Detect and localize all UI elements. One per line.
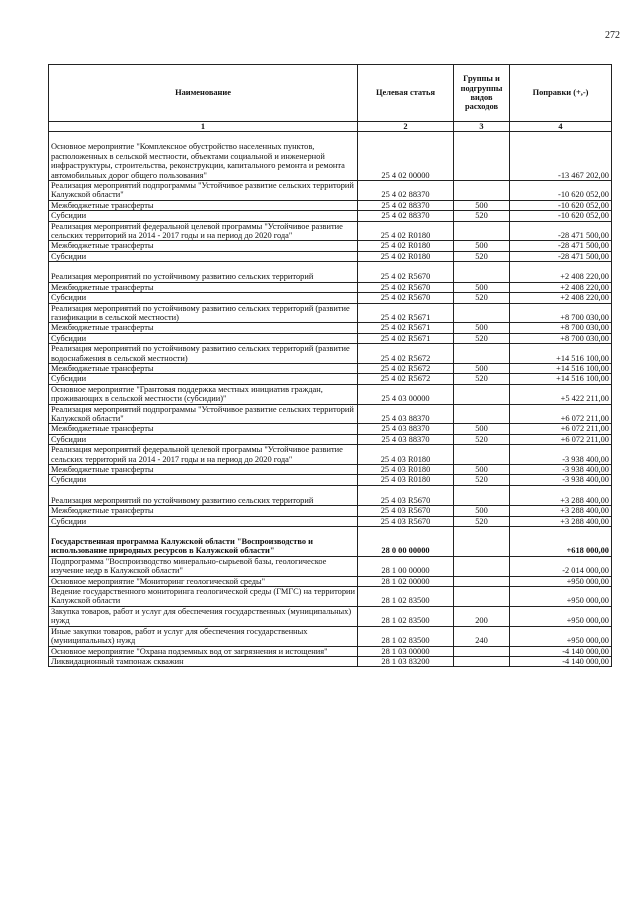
table-row	[49, 132, 612, 181]
row-name: Реализация мероприятий федеральной целевой программы "Устойчивое развитие сельских территорий на 2014 - 2017 годы и на период до 2020 года"	[49, 221, 358, 241]
table-row	[49, 262, 612, 282]
row-amendment-amount: -10 620 052,00	[510, 181, 612, 201]
row-target-code: 25 4 02 R5672	[358, 363, 454, 373]
row-expense-group	[454, 576, 510, 586]
row-amendment-amount: -3 938 400,00	[510, 465, 612, 475]
row-target-code: 25 4 03 R0180	[358, 445, 454, 465]
row-name: Реализация мероприятий по устойчивому развитию сельских территорий	[49, 262, 358, 282]
table-body	[49, 132, 612, 667]
table-row	[49, 333, 612, 343]
row-amendment-amount: +2 408 220,00	[510, 282, 612, 292]
header-amendments: Поправки (+,-)	[510, 65, 612, 122]
row-amendment-amount: +14 516 100,00	[510, 363, 612, 373]
table-row	[49, 475, 612, 485]
row-expense-group	[454, 262, 510, 282]
row-expense-group	[454, 404, 510, 424]
row-expense-group: 200	[454, 606, 510, 626]
row-name: Межбюджетные трансферты	[49, 465, 358, 475]
row-expense-group	[454, 485, 510, 505]
column-number: 1	[49, 122, 358, 132]
table-row	[49, 606, 612, 626]
row-amendment-amount: +6 072 211,00	[510, 434, 612, 444]
row-amendment-amount: +5 422 211,00	[510, 384, 612, 404]
row-target-code: 25 4 03 R0180	[358, 475, 454, 485]
table-row	[49, 506, 612, 516]
row-amendment-amount: +8 700 030,00	[510, 303, 612, 323]
row-expense-group	[454, 527, 510, 557]
row-expense-group: 520	[454, 251, 510, 261]
table-row	[49, 404, 612, 424]
row-amendment-amount: -10 620 052,00	[510, 200, 612, 210]
row-name: Основное мероприятие "Комплексное обустройство населенных пунктов, расположенных в сельской местности, объектами социальной и инженерной инфраструктуры, строительства, реконструкции, капитального ремонта и ремонта автомобильных дорог общего пользования"	[49, 132, 358, 181]
row-amendment-amount: +2 408 220,00	[510, 262, 612, 282]
table-row	[49, 374, 612, 384]
row-target-code: 28 1 02 83500	[358, 626, 454, 646]
row-expense-group	[454, 303, 510, 323]
row-amendment-amount: +950 000,00	[510, 576, 612, 586]
row-target-code: 25 4 02 R5671	[358, 333, 454, 343]
column-number: 4	[510, 122, 612, 132]
row-amendment-amount: +3 288 400,00	[510, 485, 612, 505]
row-name: Межбюджетные трансферты	[49, 282, 358, 292]
row-amendment-amount: +950 000,00	[510, 626, 612, 646]
table-row	[49, 221, 612, 241]
row-name: Субсидии	[49, 333, 358, 343]
budget-amendments-table	[48, 64, 612, 667]
row-name: Межбюджетные трансферты	[49, 424, 358, 434]
row-amendment-amount: +6 072 211,00	[510, 424, 612, 434]
table-row	[49, 576, 612, 586]
row-expense-group: 500	[454, 323, 510, 333]
table-row	[49, 516, 612, 526]
table-row	[49, 626, 612, 646]
row-target-code: 25 4 03 R0180	[358, 465, 454, 475]
table-row	[49, 251, 612, 261]
row-expense-group	[454, 556, 510, 576]
row-name: Реализация мероприятий федеральной целевой программы "Устойчивое развитие сельских территорий на 2014 - 2017 годы и на период до 2020 года"	[49, 445, 358, 465]
row-expense-group	[454, 344, 510, 364]
row-amendment-amount: -13 467 202,00	[510, 132, 612, 181]
row-target-code: 25 4 03 88370	[358, 424, 454, 434]
row-name: Иные закупки товаров, работ и услуг для обеспечения государственных (муниципальных) нужд	[49, 626, 358, 646]
row-target-code: 25 4 02 R5670	[358, 293, 454, 303]
row-target-code: 25 4 03 88370	[358, 404, 454, 424]
table-row	[49, 181, 612, 201]
row-target-code: 25 4 03 R5670	[358, 516, 454, 526]
row-expense-group: 500	[454, 506, 510, 516]
row-target-code: 25 4 02 R0180	[358, 221, 454, 241]
row-expense-group: 500	[454, 363, 510, 373]
row-expense-group: 500	[454, 200, 510, 210]
row-target-code: 25 4 02 88370	[358, 211, 454, 221]
table-row	[49, 527, 612, 557]
row-amendment-amount: -4 140 000,00	[510, 656, 612, 666]
row-name: Реализация мероприятий подпрограммы "Устойчивое развитие сельских территорий Калужской области"	[49, 404, 358, 424]
row-target-code: 25 4 03 88370	[358, 434, 454, 444]
row-expense-group: 520	[454, 475, 510, 485]
row-amendment-amount: +14 516 100,00	[510, 344, 612, 364]
row-expense-group: 240	[454, 626, 510, 646]
row-expense-group	[454, 384, 510, 404]
row-expense-group	[454, 656, 510, 666]
row-amendment-amount: +8 700 030,00	[510, 323, 612, 333]
row-amendment-amount: -28 471 500,00	[510, 221, 612, 241]
row-amendment-amount: -28 471 500,00	[510, 241, 612, 251]
table-row	[49, 587, 612, 607]
row-target-code: 25 4 02 R0180	[358, 251, 454, 261]
row-expense-group: 520	[454, 516, 510, 526]
row-name: Межбюджетные трансферты	[49, 506, 358, 516]
row-target-code: 28 1 03 00000	[358, 646, 454, 656]
row-expense-group	[454, 445, 510, 465]
row-target-code: 28 0 00 00000	[358, 527, 454, 557]
row-amendment-amount: +8 700 030,00	[510, 333, 612, 343]
row-expense-group	[454, 221, 510, 241]
row-name: Межбюджетные трансферты	[49, 241, 358, 251]
row-expense-group: 520	[454, 333, 510, 343]
row-name: Подпрограмма "Воспроизводство минерально-сырьевой базы, геологическое изучение недр в Калужской области"	[49, 556, 358, 576]
row-target-code: 25 4 02 88370	[358, 181, 454, 201]
row-target-code: 25 4 02 R5672	[358, 374, 454, 384]
row-name: Субсидии	[49, 434, 358, 444]
column-number: 2	[358, 122, 454, 132]
table-row	[49, 211, 612, 221]
row-expense-group	[454, 646, 510, 656]
header-target-article: Целевая статья	[358, 65, 454, 122]
row-name: Ликвидационный тампонаж скважин	[49, 656, 358, 666]
row-name: Государственная программа Калужской области "Воспроизводство и использование природных ресурсов в Калужской области"	[49, 527, 358, 557]
row-expense-group: 520	[454, 293, 510, 303]
row-name: Межбюджетные трансферты	[49, 363, 358, 373]
row-name: Реализация мероприятий по устойчивому развитию сельских территорий (развитие газификации в сельской местности)	[49, 303, 358, 323]
row-target-code: 28 1 02 83500	[358, 606, 454, 626]
row-amendment-amount: -28 471 500,00	[510, 251, 612, 261]
header-name: Наименование	[49, 65, 358, 122]
row-target-code: 28 1 02 00000	[358, 576, 454, 586]
table-row	[49, 200, 612, 210]
row-amendment-amount: -3 938 400,00	[510, 475, 612, 485]
table-row	[49, 656, 612, 666]
table-row	[49, 384, 612, 404]
row-amendment-amount: -2 014 000,00	[510, 556, 612, 576]
row-target-code: 25 4 03 00000	[358, 384, 454, 404]
row-expense-group: 520	[454, 374, 510, 384]
row-expense-group	[454, 587, 510, 607]
row-expense-group	[454, 181, 510, 201]
row-name: Субсидии	[49, 211, 358, 221]
row-expense-group: 500	[454, 282, 510, 292]
table-row	[49, 646, 612, 656]
table-row	[49, 344, 612, 364]
row-name: Субсидии	[49, 516, 358, 526]
table-row	[49, 241, 612, 251]
table-row	[49, 363, 612, 373]
table-row	[49, 293, 612, 303]
page-number: 272	[605, 30, 620, 41]
row-name: Межбюджетные трансферты	[49, 323, 358, 333]
row-target-code: 25 4 03 R5670	[358, 485, 454, 505]
row-target-code: 28 1 02 83500	[358, 587, 454, 607]
table-row	[49, 434, 612, 444]
row-name: Реализация мероприятий подпрограммы "Устойчивое развитие сельских территорий Калужской области"	[49, 181, 358, 201]
row-expense-group	[454, 132, 510, 181]
table-row	[49, 282, 612, 292]
column-number-row	[49, 122, 612, 132]
table-row	[49, 556, 612, 576]
row-name: Закупка товаров, работ и услуг для обеспечения государственных (муниципальных) нужд	[49, 606, 358, 626]
table-row	[49, 465, 612, 475]
row-amendment-amount: +14 516 100,00	[510, 374, 612, 384]
row-amendment-amount: +3 288 400,00	[510, 516, 612, 526]
row-name: Субсидии	[49, 251, 358, 261]
table-row	[49, 485, 612, 505]
row-target-code: 25 4 02 R5672	[358, 344, 454, 364]
row-target-code: 28 1 00 00000	[358, 556, 454, 576]
row-expense-group: 500	[454, 424, 510, 434]
row-name: Субсидии	[49, 475, 358, 485]
row-expense-group: 500	[454, 465, 510, 475]
header-expense-groups: Группы и подгруппы видов расходов	[454, 65, 510, 122]
row-target-code: 25 4 03 R5670	[358, 506, 454, 516]
row-name: Субсидии	[49, 374, 358, 384]
row-name: Ведение государственного мониторинга геологической среды (ГМГС) на территории Калужской области	[49, 587, 358, 607]
row-amendment-amount: -10 620 052,00	[510, 211, 612, 221]
table-row	[49, 303, 612, 323]
row-target-code: 25 4 02 R5671	[358, 323, 454, 333]
row-name: Реализация мероприятий по устойчивому развитию сельских территорий (развитие водоснабжения в сельской местности)	[49, 344, 358, 364]
row-target-code: 25 4 02 88370	[358, 200, 454, 210]
row-target-code: 25 4 02 00000	[358, 132, 454, 181]
row-name: Основное мероприятие "Охрана подземных вод от загрязнения и истощения"	[49, 646, 358, 656]
row-amendment-amount: +3 288 400,00	[510, 506, 612, 516]
table-header-row	[49, 65, 612, 122]
row-target-code: 25 4 02 R0180	[358, 241, 454, 251]
row-amendment-amount: +950 000,00	[510, 606, 612, 626]
row-name: Основное мероприятие "Мониторинг геологической среды"	[49, 576, 358, 586]
row-amendment-amount: -4 140 000,00	[510, 646, 612, 656]
row-expense-group: 520	[454, 211, 510, 221]
row-expense-group: 520	[454, 434, 510, 444]
table-row	[49, 323, 612, 333]
table-row	[49, 445, 612, 465]
row-name: Межбюджетные трансферты	[49, 200, 358, 210]
column-number: 3	[454, 122, 510, 132]
row-amendment-amount: -3 938 400,00	[510, 445, 612, 465]
row-amendment-amount: +6 072 211,00	[510, 404, 612, 424]
row-name: Реализация мероприятий по устойчивому развитию сельских территорий	[49, 485, 358, 505]
table-row	[49, 424, 612, 434]
row-name: Субсидии	[49, 293, 358, 303]
row-target-code: 25 4 02 R5671	[358, 303, 454, 323]
row-target-code: 25 4 02 R5670	[358, 282, 454, 292]
row-amendment-amount: +618 000,00	[510, 527, 612, 557]
row-target-code: 28 1 03 83200	[358, 656, 454, 666]
row-amendment-amount: +2 408 220,00	[510, 293, 612, 303]
row-name: Основное мероприятие "Грантовая поддержка местных инициатив граждан, проживающих в сельской местности (субсидии)"	[49, 384, 358, 404]
row-target-code: 25 4 02 R5670	[358, 262, 454, 282]
row-expense-group: 500	[454, 241, 510, 251]
row-amendment-amount: +950 000,00	[510, 587, 612, 607]
